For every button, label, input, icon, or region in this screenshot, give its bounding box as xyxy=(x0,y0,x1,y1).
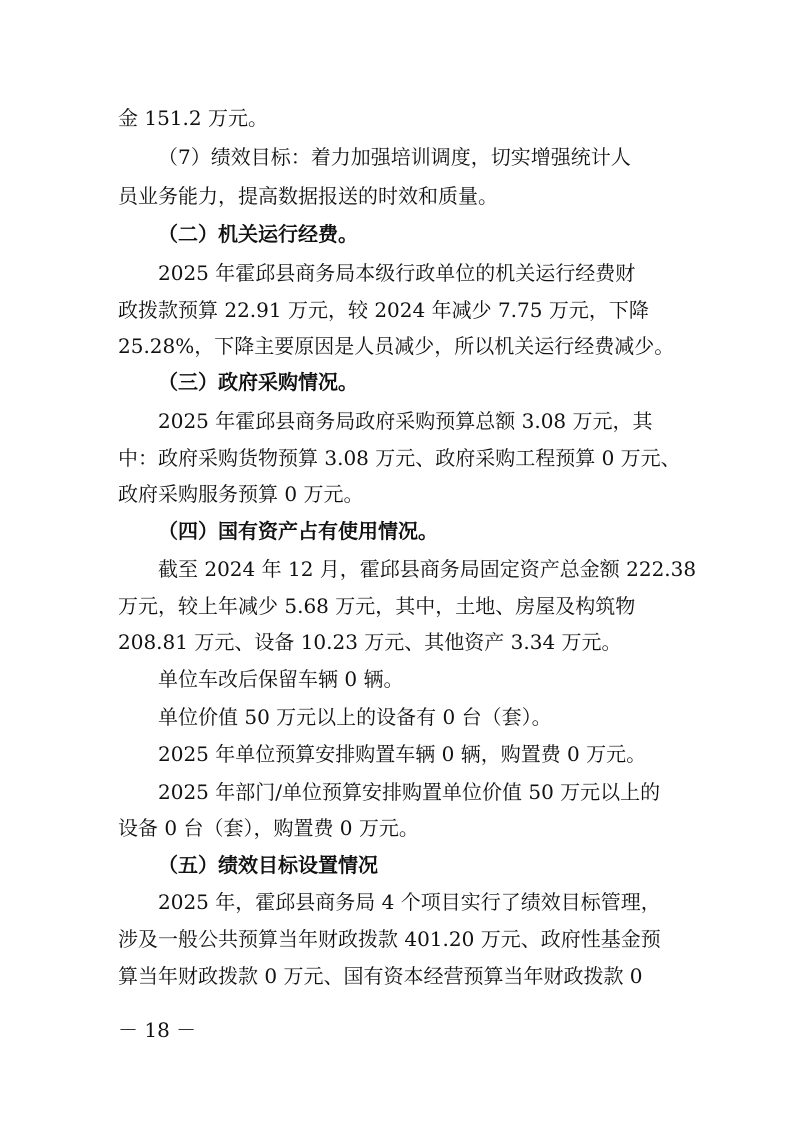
section-heading: （五）绩效目标设置情况 xyxy=(158,853,378,877)
body-line: 算当年财政拨款 0 万元、国有资本经营预算当年财政拨款 0 xyxy=(118,964,643,988)
body-line: 涉及一般公共预算当年财政拨款 401.20 万元、政府性基金预 xyxy=(118,927,661,951)
body-line: 截至 2024 年 12 月，霍邱县商务局固定资产总金额 222.38 xyxy=(158,557,697,581)
page-number: － 18 － xyxy=(118,1018,197,1042)
body-line: 2025 年霍邱县商务局政府采购预算总额 3.08 万元，其 xyxy=(158,409,653,433)
body-line: （7）绩效目标：着力加强培训调度，切实增强统计人 xyxy=(158,145,631,169)
body-line: 政拨款预算 22.91 万元，较 2024 年减少 7.75 万元，下降 xyxy=(118,298,649,322)
body-line: 员业务能力，提高数据报送的时效和质量。 xyxy=(118,184,498,208)
body-line: 政府采购服务预算 0 万元。 xyxy=(118,482,364,506)
body-line: 中：政府采购货物预算 3.08 万元、政府采购工程预算 0 万元、 xyxy=(118,446,681,470)
body-line: 2025 年单位预算安排购置车辆 0 辆，购置费 0 万元。 xyxy=(158,742,647,766)
body-line: 2025 年，霍邱县商务局 4 个项目实行了绩效目标管理， xyxy=(158,890,661,914)
body-line: 单位价值 50 万元以上的设备有 0 台（套）。 xyxy=(158,705,552,729)
body-line: 单位车改后保留车辆 0 辆。 xyxy=(158,667,404,691)
body-line: 金 151.2 万元。 xyxy=(118,106,268,130)
body-line: 208.81 万元、设备 10.23 万元、其他资产 3.34 万元。 xyxy=(118,630,622,654)
section-heading: （四）国有资产占有使用情况。 xyxy=(158,519,438,543)
body-line: 万元，较上年减少 5.68 万元，其中，土地、房屋及构筑物 xyxy=(118,594,636,618)
body-line: 25.28%，下降主要原因是人员减少，所以机关运行经费减少。 xyxy=(118,334,675,358)
section-heading: （二）机关运行经费。 xyxy=(158,222,358,246)
body-line: 2025 年霍邱县商务局本级行政单位的机关运行经费财 xyxy=(158,261,636,285)
section-heading: （三）政府采购情况。 xyxy=(158,370,358,394)
body-line: 设备 0 台（套），购置费 0 万元。 xyxy=(118,816,419,840)
body-line: 2025 年部门/单位预算安排购置单位价值 50 万元以上的 xyxy=(158,780,661,804)
